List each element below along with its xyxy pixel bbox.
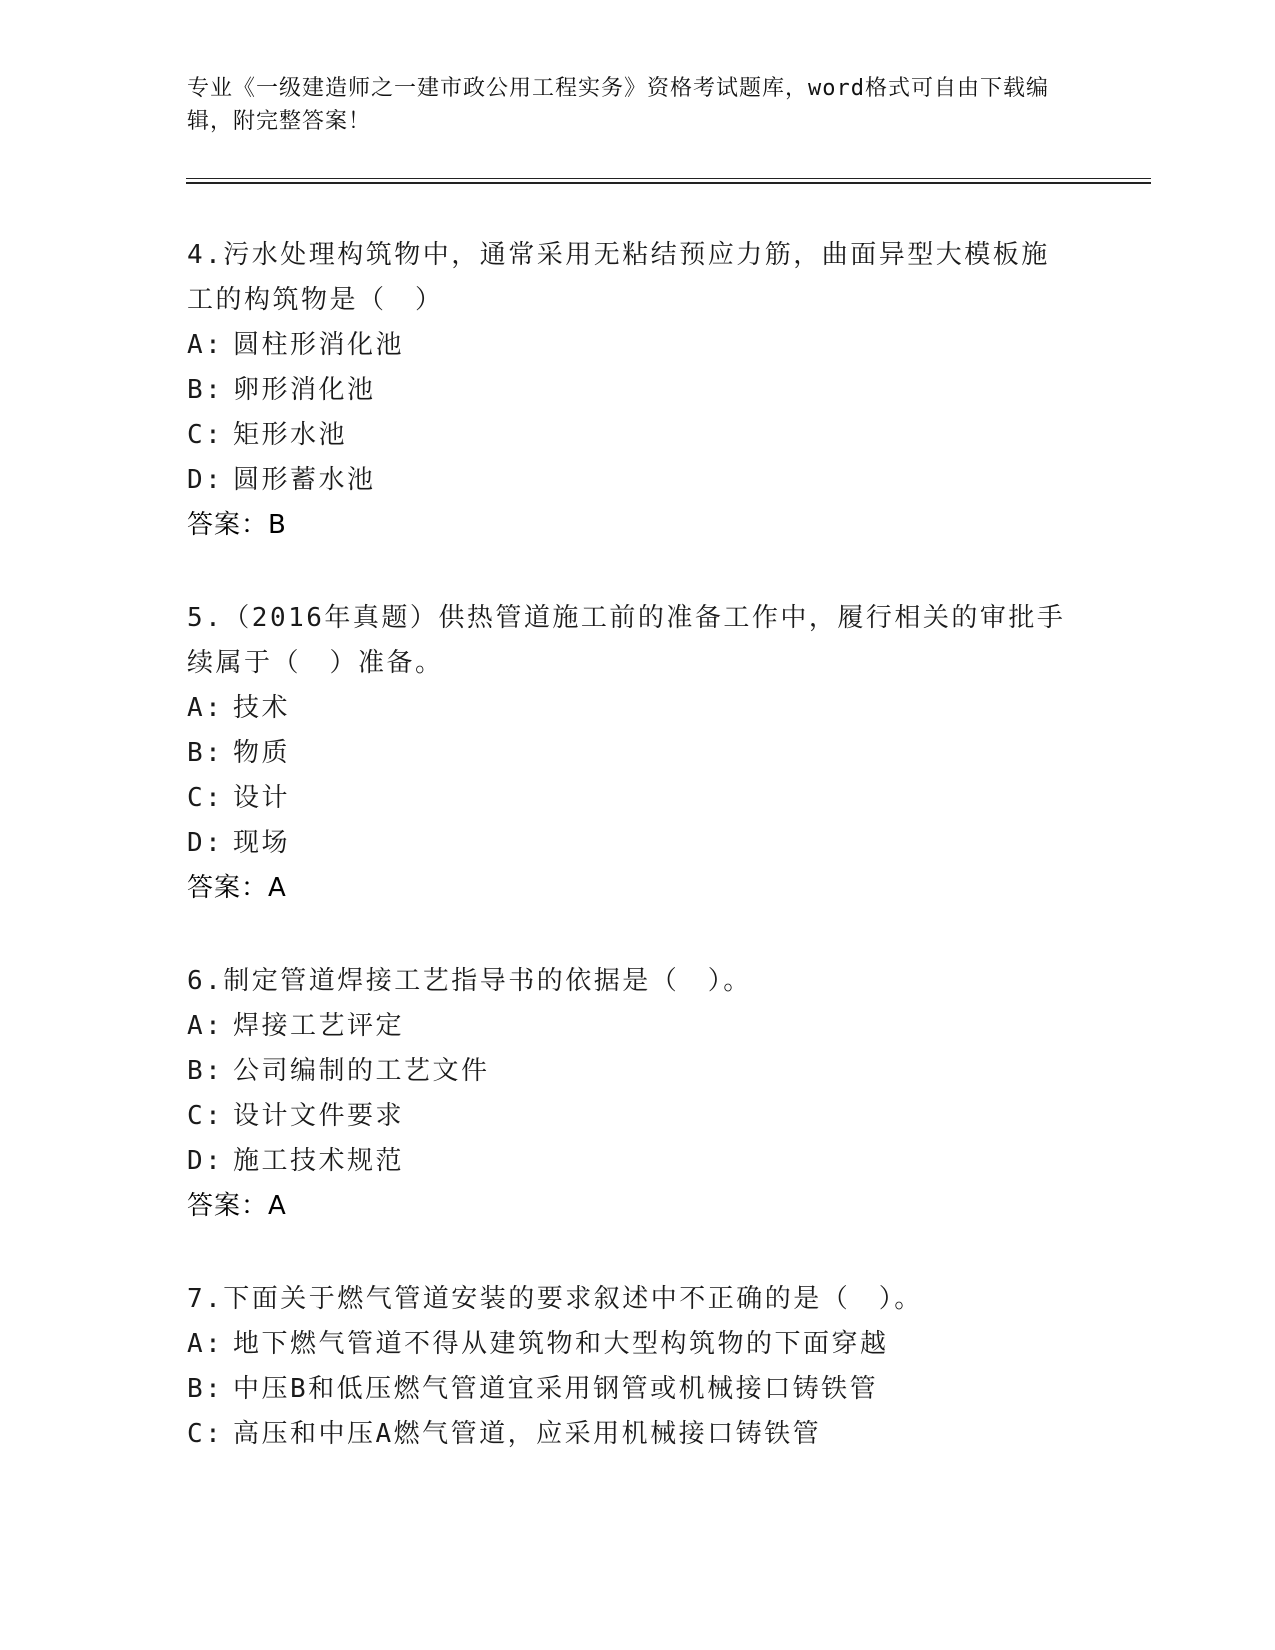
option-text: 圆形蓄水池 bbox=[233, 465, 376, 495]
option-text: 公司编制的工艺文件 bbox=[233, 1056, 490, 1086]
option-text: 施工技术规范 bbox=[233, 1146, 405, 1176]
header-divider bbox=[186, 178, 1151, 184]
header-divider-line-top bbox=[186, 178, 1151, 179]
option-text: 技术 bbox=[233, 693, 291, 723]
question-stem: 5.（2016年真题）供热管道施工前的准备工作中，履行相关的审批手续属于（ ）准备。 bbox=[187, 603, 1066, 678]
option-key: B: bbox=[187, 1056, 224, 1086]
question-stem: 6.制定管道焊接工艺指导书的依据是（ ）。 bbox=[187, 966, 752, 996]
option-key: D: bbox=[187, 828, 224, 858]
option-c bbox=[187, 776, 1067, 821]
option-b bbox=[187, 731, 1067, 776]
option-d bbox=[187, 821, 1067, 866]
option-key: A: bbox=[187, 693, 224, 723]
option-key: A: bbox=[187, 330, 224, 360]
option-key: C: bbox=[187, 783, 224, 813]
option-key: B: bbox=[187, 738, 224, 768]
option-text: 高压和中压A燃气管道，应采用机械接口铸铁管 bbox=[233, 1419, 822, 1449]
option-c bbox=[187, 1094, 1067, 1139]
option-a bbox=[187, 323, 1067, 368]
option-key: D: bbox=[187, 465, 224, 495]
option-key: C: bbox=[187, 420, 224, 450]
option-key: C: bbox=[187, 1419, 224, 1449]
option-text: 设计 bbox=[233, 783, 291, 813]
option-c bbox=[187, 413, 1067, 458]
option-key: A: bbox=[187, 1329, 224, 1359]
answer-label: 答案：A bbox=[187, 873, 287, 903]
option-text: 设计文件要求 bbox=[233, 1101, 405, 1131]
option-text: 地下燃气管道不得从建筑物和大型构筑物的下面穿越 bbox=[233, 1329, 889, 1359]
option-key: C: bbox=[187, 1101, 224, 1131]
option-key: D: bbox=[187, 1146, 224, 1176]
option-key: B: bbox=[187, 1374, 224, 1404]
option-text: 矩形水池 bbox=[233, 420, 348, 450]
option-a bbox=[187, 686, 1067, 731]
answer-label: 答案：A bbox=[187, 1191, 287, 1221]
header-intro-text: 专业《一级建造师之一建市政公用工程实务》资格考试题库，word格式可自由下载编辑，附完整答案！ bbox=[187, 76, 1049, 134]
option-key: B: bbox=[187, 375, 224, 405]
option-c bbox=[187, 1412, 1067, 1457]
question-block bbox=[187, 233, 1067, 548]
option-key: A: bbox=[187, 1011, 224, 1041]
question-stem: 4.污水处理构筑物中，通常采用无粘结预应力筋，曲面异型大模板施工的构筑物是（ ） bbox=[187, 240, 1050, 315]
option-text: 卵形消化池 bbox=[233, 375, 376, 405]
option-text: 焊接工艺评定 bbox=[233, 1011, 405, 1041]
option-d bbox=[187, 1139, 1067, 1184]
question-stem: 7.下面关于燃气管道安装的要求叙述中不正确的是（ ）。 bbox=[187, 1284, 923, 1314]
option-a bbox=[187, 1004, 1067, 1049]
option-text: 圆柱形消化池 bbox=[233, 330, 405, 360]
question-block bbox=[187, 596, 1067, 911]
header-divider-line-bottom bbox=[186, 182, 1151, 184]
option-text: 物质 bbox=[233, 738, 291, 768]
option-b bbox=[187, 368, 1067, 413]
option-a bbox=[187, 1322, 1067, 1367]
option-text: 中压B和低压燃气管道宜采用钢管或机械接口铸铁管 bbox=[233, 1374, 879, 1404]
answer-label: 答案：B bbox=[187, 510, 287, 540]
question-block bbox=[187, 1277, 1067, 1457]
document-header bbox=[187, 72, 1067, 138]
option-text: 现场 bbox=[233, 828, 291, 858]
option-b bbox=[187, 1049, 1067, 1094]
option-d bbox=[187, 458, 1067, 503]
option-b bbox=[187, 1367, 1067, 1412]
question-block bbox=[187, 959, 1067, 1229]
